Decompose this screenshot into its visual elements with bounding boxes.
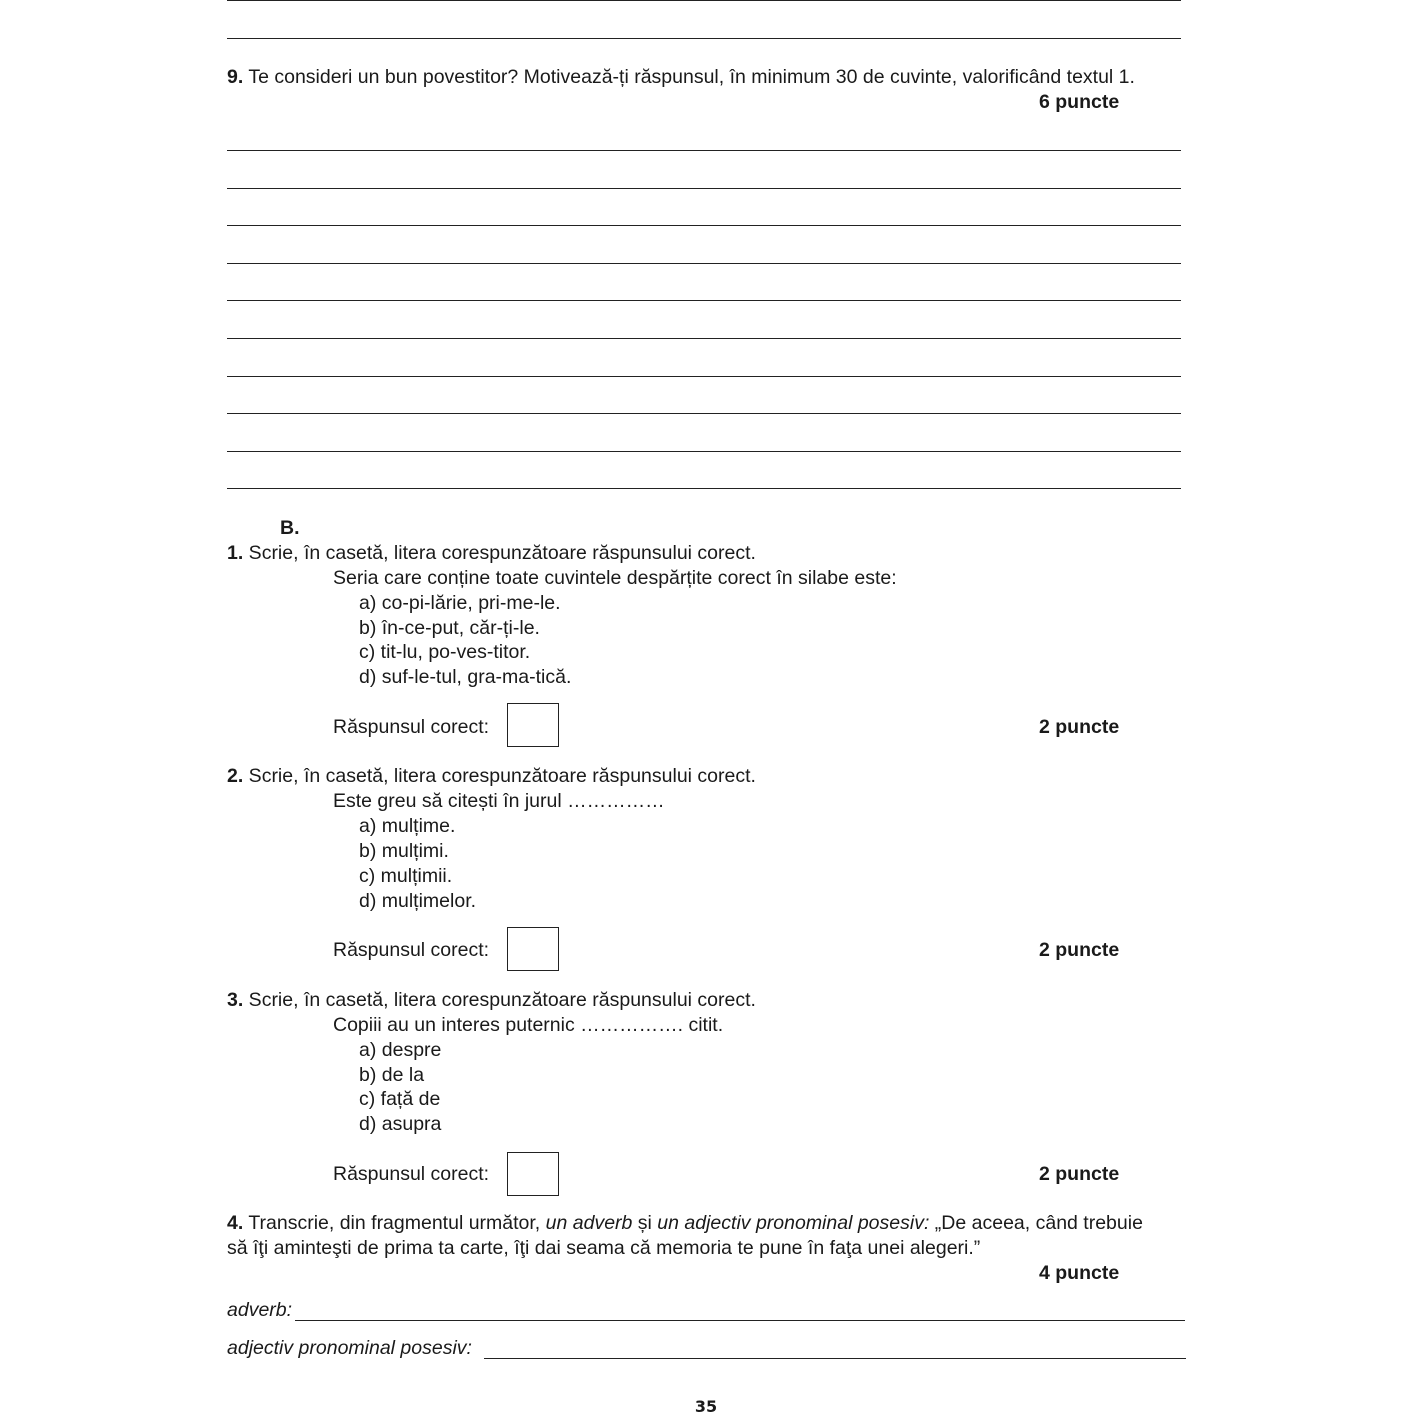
page-number: 35: [694, 1397, 718, 1416]
question-1-instruction: [227, 544, 756, 564]
option-d: d) mulțimelor.: [359, 890, 477, 912]
answer-line[interactable]: [227, 225, 1181, 226]
question-text: Te consideri un bun povestitor? Motivează-ți răspunsul, în minimum 30 de cuvinte, valorificând textul 1.: [243, 66, 1135, 88]
question-3-instruction: [227, 991, 756, 1011]
answer-line[interactable]: [227, 413, 1181, 414]
answer-line[interactable]: [227, 188, 1181, 189]
answer-line[interactable]: [227, 338, 1181, 339]
quote-text-line-2: să îţi aminteşti de prima ta carte, îţi dai seama că memoria te pune în faţa unei alegeri.”: [227, 1237, 981, 1259]
question-prompt: Copiii au un interes puternic ……………. citit.: [333, 1014, 724, 1036]
answer-line[interactable]: [227, 488, 1181, 489]
emphasis-adjective: un adjectiv pronominal posesiv:: [657, 1212, 930, 1234]
option-a: a) mulțime.: [359, 815, 456, 837]
answer-line[interactable]: [227, 451, 1181, 452]
question-number: 2.: [227, 765, 244, 787]
option-d: d) suf-le-tul, gra-ma-tică.: [359, 666, 572, 688]
option-c: c) tit-lu, po-ves-titor.: [359, 641, 531, 663]
question-text: Scrie, în casetă, litera corespunzătoare răspunsului corect.: [243, 989, 756, 1011]
answer-line[interactable]: [227, 300, 1181, 301]
adjective-answer-line[interactable]: [484, 1358, 1186, 1359]
section-heading: B.: [280, 517, 300, 539]
question-text: și: [632, 1212, 658, 1234]
question-text: Scrie, în casetă, litera corespunzătoare răspunsului corect.: [243, 765, 756, 787]
emphasis-adverb: un adverb: [545, 1212, 633, 1234]
adverb-answer-line[interactable]: [295, 1320, 1185, 1321]
answer-line[interactable]: [227, 376, 1181, 377]
points-label: 2 puncte: [1039, 1163, 1120, 1185]
answer-box[interactable]: [507, 927, 559, 971]
adverb-label: adverb:: [227, 1299, 293, 1321]
option-b: b) în-ce-put, căr-ți-le.: [359, 617, 540, 639]
answer-line[interactable]: [227, 150, 1181, 151]
option-a: a) co-pi-lărie, pri-me-le.: [359, 592, 561, 614]
question-number: 4.: [227, 1212, 244, 1234]
question-9-text: [227, 68, 1135, 88]
points-label: 6 puncte: [1039, 91, 1120, 113]
answer-line[interactable]: [227, 38, 1181, 39]
question-text: Scrie, în casetă, litera corespunzătoare răspunsului corect.: [243, 542, 756, 564]
question-number: 3.: [227, 989, 244, 1011]
answer-label: Răspunsul corect:: [333, 716, 490, 738]
question-number: 9.: [227, 66, 244, 88]
adjective-label: adjectiv pronominal posesiv:: [227, 1337, 472, 1359]
answer-box[interactable]: [507, 703, 559, 747]
option-b: b) mulțimi.: [359, 840, 449, 862]
option-d: d) asupra: [359, 1113, 442, 1135]
question-prompt: Seria care conține toate cuvintele despărțite corect în silabe este:: [333, 567, 897, 589]
question-2-instruction: [227, 767, 756, 787]
option-c: c) mulțimii.: [359, 865, 453, 887]
option-a: a) despre: [359, 1039, 442, 1061]
points-label: 4 puncte: [1039, 1262, 1120, 1284]
answer-box[interactable]: [507, 1152, 559, 1196]
answer-line[interactable]: [227, 263, 1181, 264]
points-label: 2 puncte: [1039, 716, 1120, 738]
points-label: 2 puncte: [1039, 939, 1120, 961]
option-c: c) față de: [359, 1088, 441, 1110]
question-4-text: [227, 1214, 1143, 1234]
option-b: b) de la: [359, 1064, 425, 1086]
answer-label: Răspunsul corect:: [333, 939, 490, 961]
question-prompt: Este greu să citești în jurul ……………: [333, 790, 665, 812]
quote-text: „De aceea, când trebuie: [929, 1212, 1143, 1234]
answer-label: Răspunsul corect:: [333, 1163, 490, 1185]
answer-line[interactable]: [227, 0, 1181, 1]
question-text: Transcrie, din fragmentul următor,: [243, 1212, 546, 1234]
question-number: 1.: [227, 542, 244, 564]
